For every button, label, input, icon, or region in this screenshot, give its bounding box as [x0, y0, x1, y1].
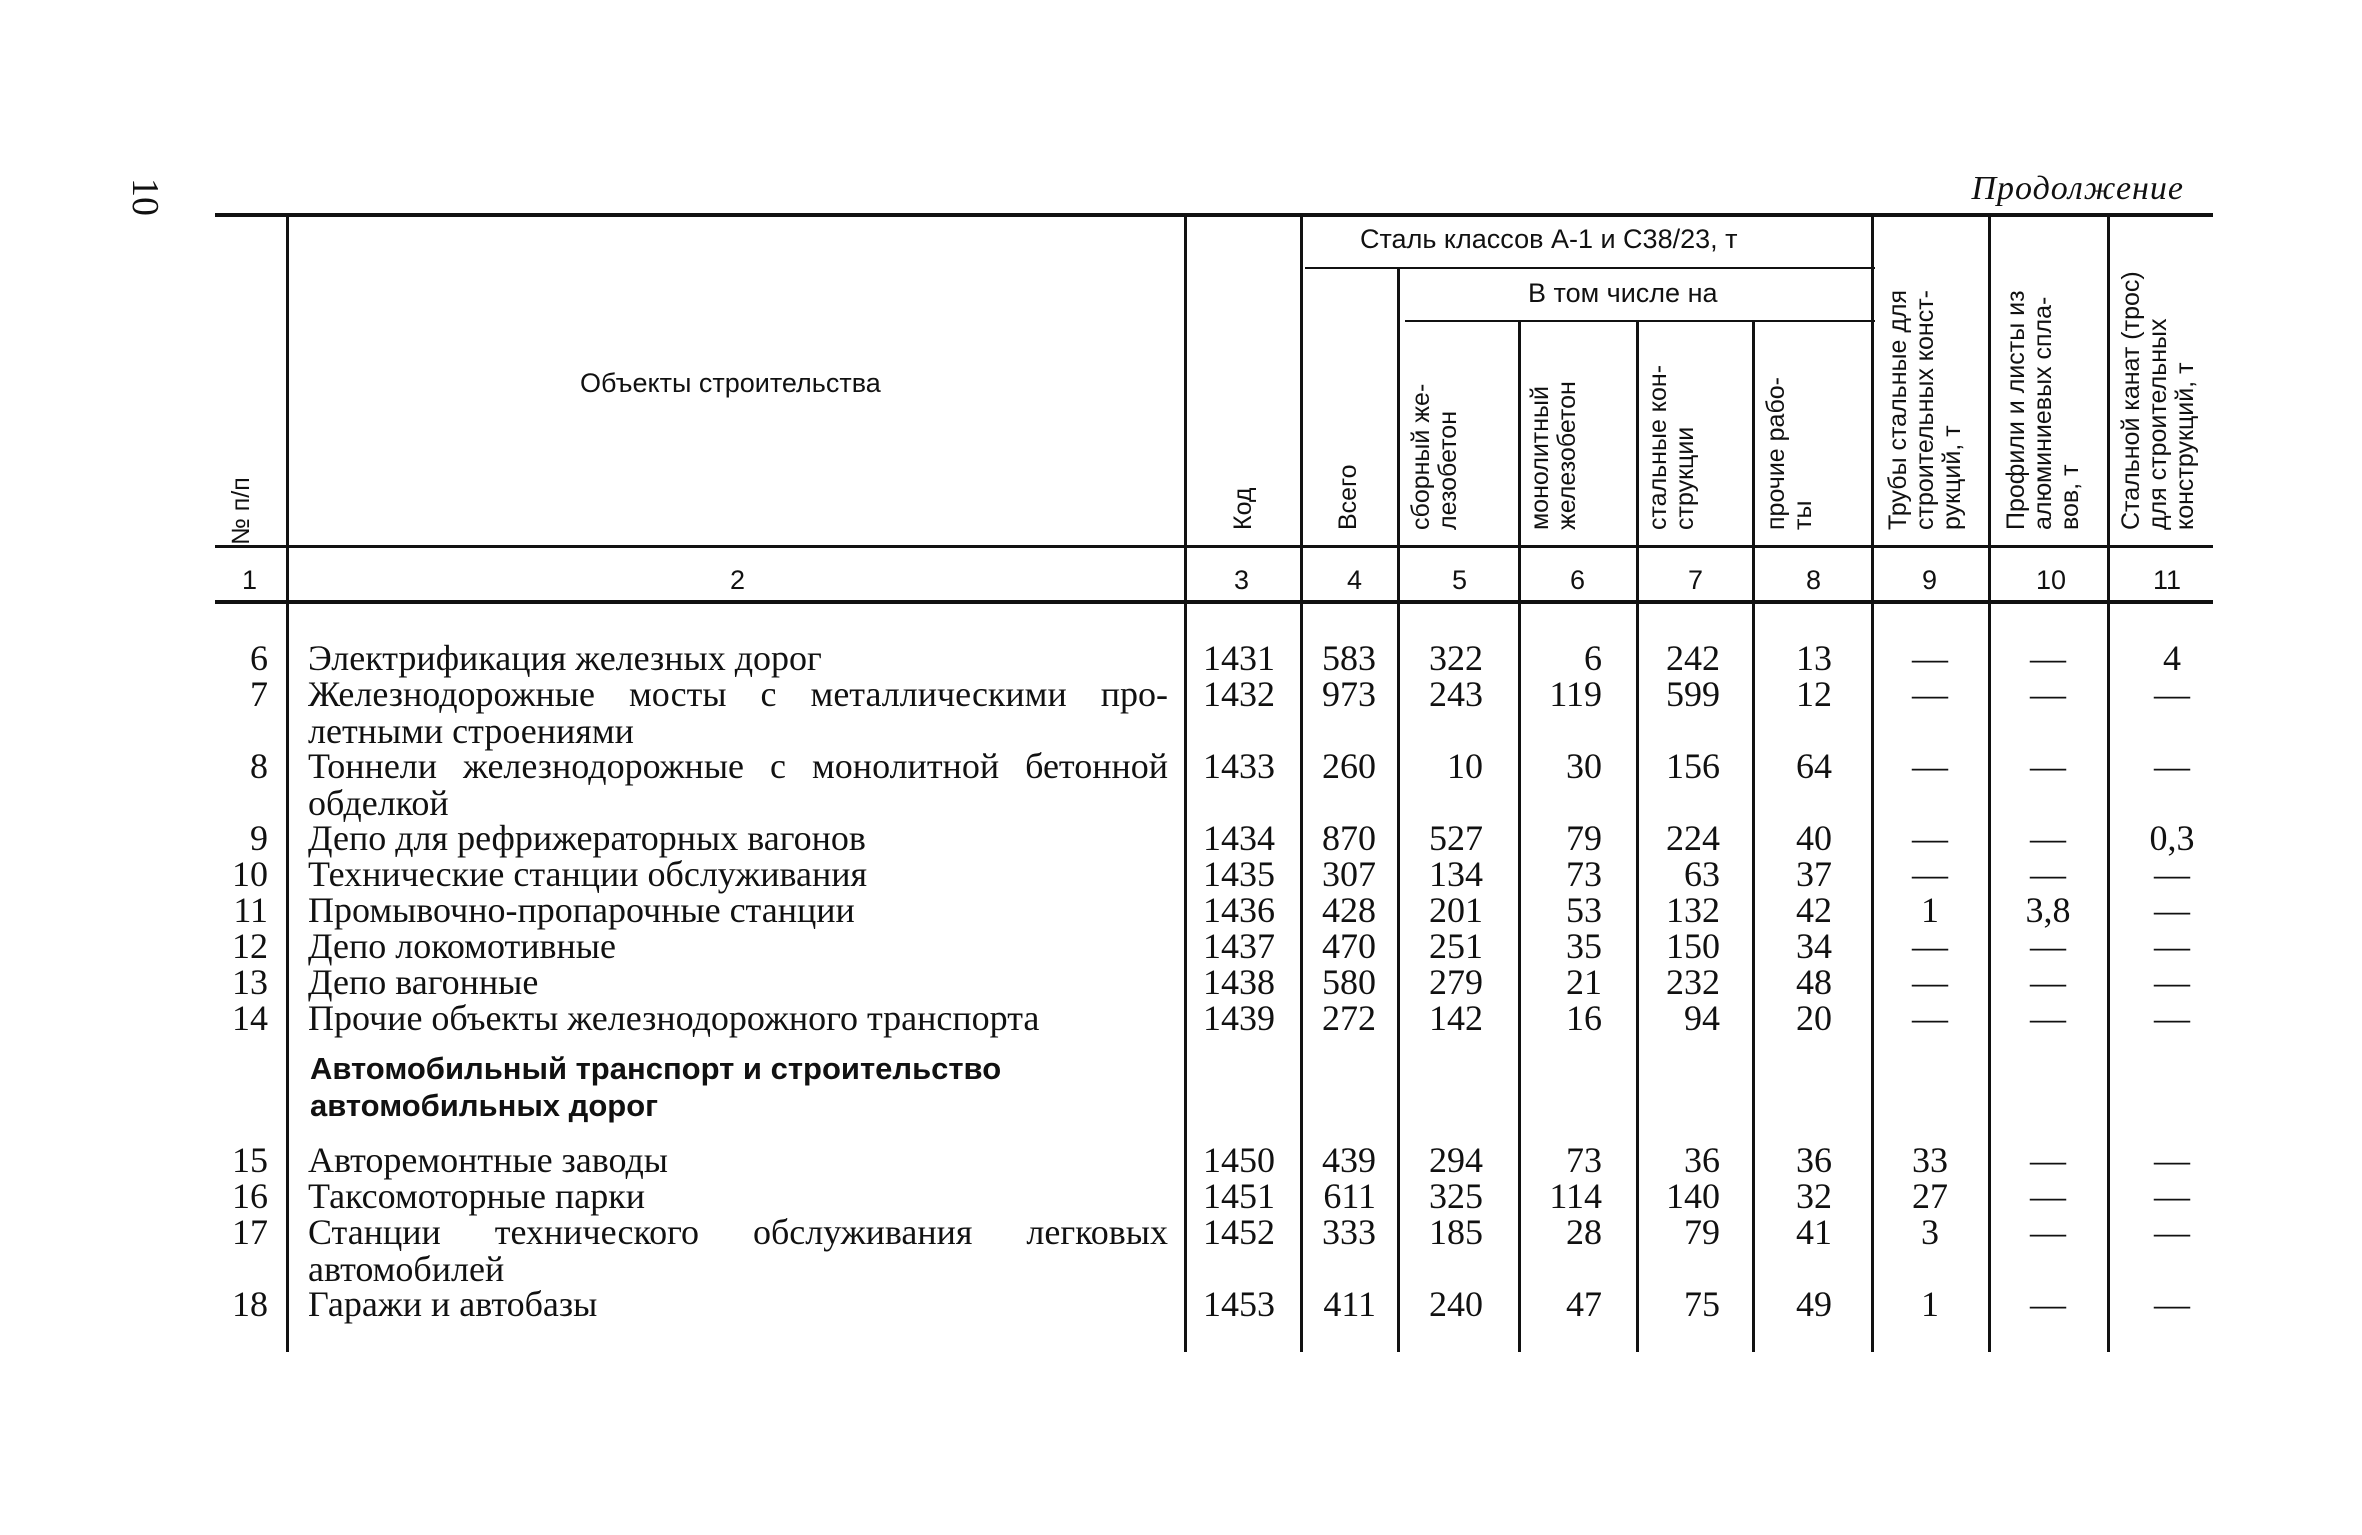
- row-number: 10: [232, 854, 268, 894]
- cable-cell: —: [2154, 1212, 2190, 1252]
- column-number-5: 5: [1452, 565, 1468, 595]
- precast-cell: 185: [1429, 1212, 1483, 1252]
- monolithic-cell: 53: [1566, 890, 1602, 930]
- header-cable: Стальной канат (трос) для строительных конструкций, т: [2117, 271, 2199, 530]
- precast-cell: 243: [1429, 674, 1483, 714]
- object-name-cell: Электрификация железных дорог: [308, 638, 822, 678]
- steel-structures-cell: 140: [1666, 1176, 1720, 1216]
- cable-cell: —: [2154, 1284, 2190, 1324]
- pipes-cell: 1: [1921, 890, 1939, 930]
- header-pipes: Трубы стальные для строительных конст- рукций, т: [1884, 289, 1966, 530]
- steel-structures-cell: 224: [1666, 818, 1720, 858]
- code-cell: 1431: [1203, 638, 1275, 678]
- pipes-cell: 3: [1921, 1212, 1939, 1252]
- row-number: 11: [233, 890, 268, 930]
- monolithic-cell: 16: [1566, 998, 1602, 1038]
- steel-structures-cell: 156: [1666, 746, 1720, 786]
- total-cell: 611: [1323, 1176, 1376, 1216]
- monolithic-cell: 73: [1566, 854, 1602, 894]
- monolithic-cell: 79: [1566, 818, 1602, 858]
- object-name-cell: Станции технического обслуживания легковых автомобилей: [308, 1212, 1168, 1289]
- steel-structures-cell: 79: [1684, 1212, 1720, 1252]
- header-code: Код: [1229, 487, 1257, 530]
- pipes-cell: 27: [1912, 1176, 1948, 1216]
- other-works-cell: 34: [1796, 926, 1832, 966]
- monolithic-cell: 47: [1566, 1284, 1602, 1324]
- profiles-cell: 3,8: [2025, 890, 2071, 930]
- precast-cell: 240: [1429, 1284, 1483, 1324]
- profiles-cell: —: [2030, 674, 2066, 714]
- cable-cell: —: [2154, 1140, 2190, 1180]
- code-cell: 1450: [1203, 1140, 1275, 1180]
- total-cell: 428: [1322, 890, 1376, 930]
- column-number-6: 6: [1570, 565, 1586, 595]
- code-cell: 1438: [1203, 962, 1275, 1002]
- row-number: 14: [232, 998, 268, 1038]
- monolithic-cell: 114: [1549, 1176, 1602, 1216]
- monolithic-cell: 21: [1566, 962, 1602, 1002]
- profiles-cell: —: [2030, 998, 2066, 1038]
- profiles-cell: —: [2030, 1140, 2066, 1180]
- steel-structures-cell: 63: [1684, 854, 1720, 894]
- steel-structures-cell: 36: [1684, 1140, 1720, 1180]
- column-number-3: 3: [1234, 565, 1250, 595]
- total-cell: 470: [1322, 926, 1376, 966]
- row-number: 7: [250, 674, 268, 714]
- pipes-cell: —: [1912, 998, 1948, 1038]
- precast-cell: 134: [1429, 854, 1483, 894]
- column-number-11: 11: [2153, 565, 2182, 595]
- column-number-4: 4: [1347, 565, 1363, 595]
- pipes-cell: —: [1912, 746, 1948, 786]
- steel-structures-cell: 599: [1666, 674, 1720, 714]
- other-works-cell: 12: [1796, 674, 1832, 714]
- pipes-cell: —: [1912, 638, 1948, 678]
- row-number: 12: [232, 926, 268, 966]
- pipes-cell: —: [1912, 926, 1948, 966]
- profiles-cell: —: [2030, 854, 2066, 894]
- total-cell: 580: [1322, 962, 1376, 1002]
- header-profiles: Профили и листы из алюминиевых спла- вов, т: [2002, 290, 2084, 530]
- object-name-cell: Гаражи и автобазы: [308, 1284, 598, 1324]
- object-name-cell: Депо вагонные: [308, 962, 539, 1002]
- object-name-cell: Депо локомотивные: [308, 926, 616, 966]
- header-including: В том числе на: [1528, 278, 1718, 308]
- code-cell: 1439: [1203, 998, 1275, 1038]
- cable-cell: —: [2154, 926, 2190, 966]
- code-cell: 1453: [1203, 1284, 1275, 1324]
- total-cell: 870: [1322, 818, 1376, 858]
- page-number: 10: [124, 178, 166, 216]
- pipes-cell: —: [1912, 674, 1948, 714]
- header-precast: сборный же- лезобетон: [1407, 383, 1462, 530]
- code-cell: 1451: [1203, 1176, 1275, 1216]
- code-cell: 1436: [1203, 890, 1275, 930]
- header-total: Всего: [1334, 464, 1362, 530]
- row-number: 9: [250, 818, 268, 858]
- code-cell: 1437: [1203, 926, 1275, 966]
- row-number: 16: [232, 1176, 268, 1216]
- object-name-cell: Депо для рефрижераторных вагонов: [308, 818, 866, 858]
- cable-cell: —: [2154, 890, 2190, 930]
- row-number: 13: [232, 962, 268, 1002]
- object-name-cell: Промывочно-пропарочные станции: [308, 890, 855, 930]
- row-number: 15: [232, 1140, 268, 1180]
- profiles-cell: —: [2030, 638, 2066, 678]
- other-works-cell: 48: [1796, 962, 1832, 1002]
- steel-structures-cell: 242: [1666, 638, 1720, 678]
- object-name-cell: Авторемонтные заводы: [308, 1140, 668, 1180]
- monolithic-cell: 35: [1566, 926, 1602, 966]
- other-works-cell: 37: [1796, 854, 1832, 894]
- profiles-cell: —: [2030, 962, 2066, 1002]
- precast-cell: 201: [1429, 890, 1483, 930]
- precast-cell: 142: [1429, 998, 1483, 1038]
- total-cell: 272: [1322, 998, 1376, 1038]
- steel-structures-cell: 132: [1666, 890, 1720, 930]
- header-steel-group: Сталь классов А-1 и С38/23, т: [1360, 224, 1738, 254]
- precast-cell: 294: [1429, 1140, 1483, 1180]
- object-name-cell: Тоннели железнодорожные с монолитной бетонной обделкой: [308, 746, 1168, 823]
- object-name-cell: Железнодорожные мосты с металлическими про-летными строениями: [308, 674, 1168, 751]
- cable-cell: —: [2154, 854, 2190, 894]
- header-monolithic: монолитный железобетон: [1526, 381, 1581, 530]
- header-steel-structures: стальные кон- струкции: [1644, 364, 1699, 530]
- object-name-cell: Таксомоторные парки: [308, 1176, 645, 1216]
- header-objects: Объекты строительства: [580, 368, 881, 398]
- precast-cell: 322: [1429, 638, 1483, 678]
- code-cell: 1433: [1203, 746, 1275, 786]
- code-cell: 1432: [1203, 674, 1275, 714]
- other-works-cell: 13: [1796, 638, 1832, 678]
- cable-cell: 4: [2163, 638, 2181, 678]
- cable-cell: —: [2154, 674, 2190, 714]
- pipes-cell: 33: [1912, 1140, 1948, 1180]
- profiles-cell: —: [2030, 1284, 2066, 1324]
- cable-cell: 0,3: [2149, 818, 2195, 858]
- total-cell: 333: [1322, 1212, 1376, 1252]
- other-works-cell: 36: [1796, 1140, 1832, 1180]
- monolithic-cell: 73: [1566, 1140, 1602, 1180]
- steel-structures-cell: 94: [1684, 998, 1720, 1038]
- column-number-10: 10: [2036, 565, 2067, 595]
- row-number: 6: [250, 638, 268, 678]
- row-number: 17: [232, 1212, 268, 1252]
- total-cell: 307: [1322, 854, 1376, 894]
- pipes-cell: —: [1912, 818, 1948, 858]
- monolithic-cell: 6: [1584, 638, 1602, 678]
- row-number: 8: [250, 746, 268, 786]
- profiles-cell: —: [2030, 1176, 2066, 1216]
- other-works-cell: 49: [1796, 1284, 1832, 1324]
- total-cell: 260: [1322, 746, 1376, 786]
- total-cell: 583: [1322, 638, 1376, 678]
- continuation-label: Продолжение: [1971, 170, 2184, 207]
- object-name-cell: Прочие объекты железнодорожного транспорта: [308, 998, 1040, 1038]
- steel-structures-cell: 75: [1684, 1284, 1720, 1324]
- cable-cell: —: [2154, 746, 2190, 786]
- other-works-cell: 40: [1796, 818, 1832, 858]
- total-cell: 411: [1323, 1284, 1376, 1324]
- monolithic-cell: 28: [1566, 1212, 1602, 1252]
- other-works-cell: 32: [1796, 1176, 1832, 1216]
- header-no: № п/п: [227, 477, 255, 545]
- monolithic-cell: 30: [1566, 746, 1602, 786]
- column-number-7: 7: [1688, 565, 1704, 595]
- column-number-8: 8: [1806, 565, 1822, 595]
- pipes-cell: 1: [1921, 1284, 1939, 1324]
- column-number-2: 2: [730, 565, 746, 595]
- cable-cell: —: [2154, 1176, 2190, 1216]
- row-number: 18: [232, 1284, 268, 1324]
- profiles-cell: —: [2030, 1212, 2066, 1252]
- precast-cell: 527: [1429, 818, 1483, 858]
- precast-cell: 325: [1429, 1176, 1483, 1216]
- precast-cell: 251: [1429, 926, 1483, 966]
- pipes-cell: —: [1912, 962, 1948, 1002]
- code-cell: 1435: [1203, 854, 1275, 894]
- code-cell: 1434: [1203, 818, 1275, 858]
- cable-cell: —: [2154, 962, 2190, 1002]
- column-number-1: 1: [242, 565, 258, 595]
- other-works-cell: 64: [1796, 746, 1832, 786]
- profiles-cell: —: [2030, 818, 2066, 858]
- monolithic-cell: 119: [1549, 674, 1602, 714]
- header-other-works: прочие рабо- ты: [1762, 377, 1817, 530]
- other-works-cell: 42: [1796, 890, 1832, 930]
- precast-cell: 10: [1447, 746, 1483, 786]
- section-heading: Автомобильный транспорт и строительство автомобильных дорог: [310, 1051, 1002, 1123]
- other-works-cell: 20: [1796, 998, 1832, 1038]
- pipes-cell: —: [1912, 854, 1948, 894]
- other-works-cell: 41: [1796, 1212, 1832, 1252]
- profiles-cell: —: [2030, 746, 2066, 786]
- cable-cell: —: [2154, 998, 2190, 1038]
- code-cell: 1452: [1203, 1212, 1275, 1252]
- steel-structures-cell: 150: [1666, 926, 1720, 966]
- steel-structures-cell: 232: [1666, 962, 1720, 1002]
- total-cell: 439: [1322, 1140, 1376, 1180]
- precast-cell: 279: [1429, 962, 1483, 1002]
- profiles-cell: —: [2030, 926, 2066, 966]
- column-number-9: 9: [1922, 565, 1938, 595]
- object-name-cell: Технические станции обслуживания: [308, 854, 868, 894]
- total-cell: 973: [1322, 674, 1376, 714]
